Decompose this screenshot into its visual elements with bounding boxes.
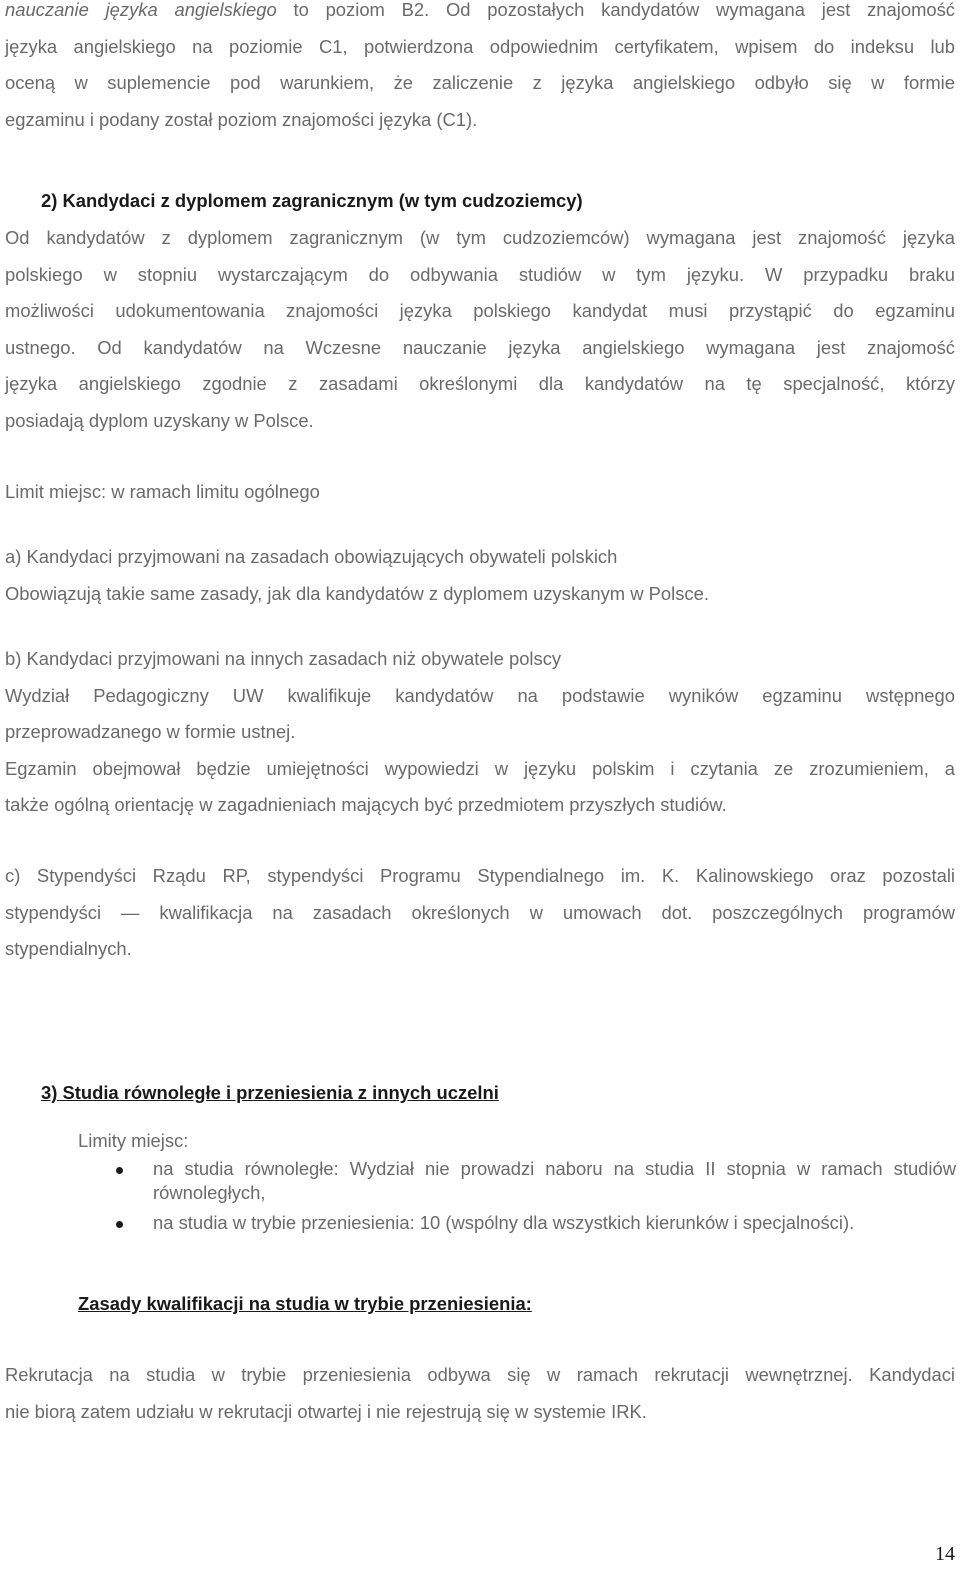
limit-text — [5, 474, 955, 511]
section-3-heading: 3) Studia równoległe i przeniesienia z innych uczelni — [41, 1082, 499, 1103]
intro-line-1: nauczanie języka angielskiego to poziom B2. Od pozostałych kandydatów wymagana jest znajomość — [5, 0, 956, 20]
limit-line: Limit miejsc: w ramach limitu ogólnego — [5, 481, 320, 502]
section-2-line-4: ustnego. Od kandydatów na Wczesne nauczanie języka angielskiego wymagana jest znajomość — [5, 336, 955, 358]
intro-line-2: języka angielskiego na poziomie C1, potwierdzona odpowiednim certyfikatem, wpisem do indeksu lub — [5, 35, 955, 57]
subsection-c — [5, 858, 955, 968]
subsection-a-heading: a) Kandydaci przyjmowani na zasadach obowiązujących obywateli polskich — [5, 546, 618, 567]
intro-paragraph — [5, 0, 955, 138]
bullet-icon — [116, 1221, 123, 1228]
transfer-rules-line-2: nie biorą zatem udziału w rekrutacji otwartej i nie rejestrują się w systemie IRK. — [5, 1400, 647, 1422]
subsection-b-p2-line-2: także ogólną orientację w zagadnieniach mających być przedmiotem przyszłych studiów. — [5, 794, 727, 815]
transfer-rules-line-1: Rekrutacja na studia w trybie przeniesienia odbywa się w ramach rekrutacji wewnętrznej. Kandydaci — [5, 1364, 955, 1385]
subsection-a-body: Obowiązują takie same zasady, jak dla kandydatów z dyplomem uzyskanym w Polsce. — [5, 582, 709, 604]
subsection-b-p1-line-2: przeprowadzanego w formie ustnej. — [5, 721, 296, 742]
subsection-b — [5, 641, 955, 824]
transfer-rules-body — [5, 1357, 955, 1430]
section-2-line-3: możliwości udokumentowania znajomości języka polskiego kandydat musi przystąpić do egzaminu — [5, 300, 955, 321]
subsection-c-line-3: stypendialnych. — [5, 938, 132, 959]
limits-list-item: na studia równoległe: Wydział nie prowadzi naboru na studia II stopnia w ramach studiów równoległych, — [78, 1157, 956, 1205]
subsection-c-line-2: stypendyści — kwalifikacja na zasadach określonych w umowach dot. poszczególnych programów — [5, 901, 955, 923]
limits-label: Limity miejsc: — [78, 1130, 189, 1151]
bullet-icon — [116, 1167, 123, 1174]
section-2-line-5: języka angielskiego zgodnie z zasadami określonymi dla kandydatów na tę specjalność, którzy — [5, 373, 955, 394]
section-2-body — [5, 220, 955, 439]
limits-list-item: na studia w trybie przeniesienia: 10 (wspólny dla wszystkich kierunków i specjalności). — [78, 1211, 956, 1235]
subsection-b-heading: b) Kandydaci przyjmowani na innych zasadach niż obywatele polscy — [5, 648, 562, 669]
subsection-a — [5, 539, 955, 612]
page-number: 14 — [935, 1543, 955, 1565]
intro-line-3: oceną w suplemencie pod warunkiem, że zaliczenie z języka angielskiego odbyło się w formie — [5, 72, 955, 93]
subsection-c-line-1: c) Stypendyści Rządu RP, stypendyści Programu Stypendialnego im. K. Kalinowskiego oraz pozostali — [5, 865, 955, 886]
section-2-line-6: posiadają dyplom uzyskany w Polsce. — [5, 409, 314, 431]
intro-line-4: egzaminu i podany został poziom znajomości języka (C1). — [5, 108, 478, 130]
limits-list — [78, 1157, 956, 1241]
subsection-b-p1-line-1: Wydział Pedagogiczny UW kwalifikuje kandydatów na podstawie wyników egzaminu wstępnego — [5, 684, 955, 706]
section-2-line-2: polskiego w stopniu wystarczającym do odbywania studiów w tym języku. W przypadku braku — [5, 263, 955, 285]
section-2-line-1: Od kandydatów z dyplomem zagranicznym (w tym cudzoziemców) wymagana jest znajomość języka — [5, 227, 955, 248]
transfer-rules-heading: Zasady kwalifikacji na studia w trybie przeniesienia: — [78, 1293, 532, 1314]
subsection-b-p2-line-1: Egzamin obejmował będzie umiejętności wypowiedzi w języku polskim i czytania ze zrozumieniem, a — [5, 757, 955, 779]
section-2-heading: 2) Kandydaci z dyplomem zagranicznym (w tym cudzoziemcy) — [41, 190, 583, 211]
